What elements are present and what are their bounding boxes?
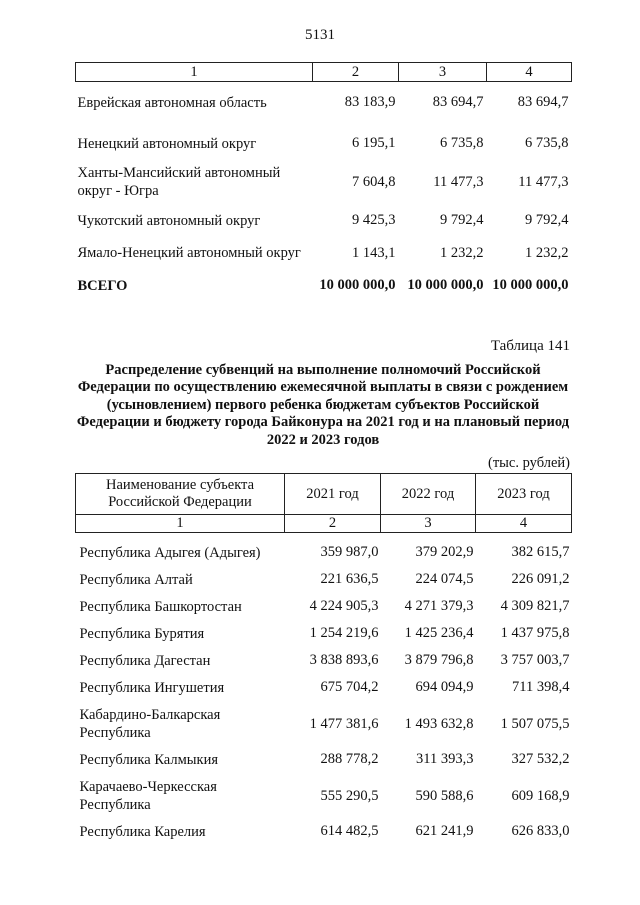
table-row xyxy=(76,566,572,593)
subject-name: Ямало-Ненецкий автономный округ xyxy=(77,245,301,261)
value-2021: 4 224 905,3 xyxy=(309,598,379,614)
table-row xyxy=(76,746,572,773)
table-row xyxy=(76,82,572,124)
table-row xyxy=(76,647,572,674)
value-2023: 626 833,0 xyxy=(511,823,570,839)
total-label: ВСЕГО xyxy=(77,277,128,294)
value-2022: 1 425 236,4 xyxy=(404,625,474,641)
table-row xyxy=(76,620,572,647)
value-2021: 1 254 219,6 xyxy=(309,625,379,641)
header-2023: 2023 год xyxy=(476,474,572,515)
table-row xyxy=(76,818,572,845)
table-row xyxy=(76,123,572,164)
total-2023: 10 000 000,0 xyxy=(492,277,569,293)
column-number: 2 xyxy=(285,515,381,533)
table-row xyxy=(76,533,572,567)
value-2023: 9 792,4 xyxy=(525,212,569,228)
value-2021: 221 636,5 xyxy=(320,571,379,587)
value-2021: 614 482,5 xyxy=(320,823,379,839)
value-2023: 11 477,3 xyxy=(518,173,569,190)
value-2023: 327 532,2 xyxy=(511,751,570,767)
subject-name: Еврейская автономная область xyxy=(77,94,267,111)
table-row xyxy=(76,164,572,200)
table-title: Распределение субвенций на выполнение полномочий Российской Федерации по осуществлению ежемесячной выплаты в связи с рождением (усыновлением) первого ребенка бюджетам субъектов Российской Федерации и бюджету города Байконура на 2021 год и на плановый период 2022 и 2023 годов xyxy=(76,362,570,448)
value-2022: 590 588,6 xyxy=(415,787,474,804)
table-row xyxy=(76,701,572,746)
value-2021: 1 143,1 xyxy=(352,244,396,261)
value-2022: 621 241,9 xyxy=(415,823,474,839)
unit-label: (тыс. рублей) xyxy=(488,455,570,471)
value-2023: 83 694,7 xyxy=(517,94,569,110)
value-2022: 311 393,3 xyxy=(416,751,474,767)
subject-name: Республика Адыгея (Адыгея) xyxy=(79,544,261,561)
distribution-table xyxy=(75,473,572,845)
continuation-table xyxy=(75,62,572,306)
subject-name: Республика Карелия xyxy=(79,823,206,840)
header-subject: Наименование субъекта Российской Федерации xyxy=(76,474,285,515)
value-2023: 4 309 821,7 xyxy=(500,598,570,614)
subject-name: Республика Бурятия xyxy=(79,625,205,642)
value-2022: 4 271 379,3 xyxy=(404,598,474,614)
value-2021: 6 195,1 xyxy=(352,135,396,151)
value-2022: 224 074,5 xyxy=(415,571,474,587)
subject-name: Республика Башкортостан xyxy=(79,598,242,615)
value-2023: 1 437 975,8 xyxy=(500,625,570,641)
column-number-row xyxy=(76,515,572,533)
subject-name: Ханты-Мансийский автономный округ - Югра xyxy=(77,165,281,199)
subject-name: Республика Алтай xyxy=(79,571,193,588)
value-2021: 83 183,9 xyxy=(344,94,396,110)
value-2023: 382 615,7 xyxy=(511,544,570,560)
value-2022: 694 094,9 xyxy=(415,679,474,695)
table-label: Таблица 141 xyxy=(490,338,570,354)
subject-name: Кабардино-Балкарская Республика xyxy=(79,706,221,741)
value-2021: 675 704,2 xyxy=(320,679,379,695)
subject-name: Республика Калмыкия xyxy=(79,751,218,768)
subject-name: Республика Ингушетия xyxy=(79,679,225,696)
header-2021: 2021 год xyxy=(285,474,381,515)
table-row xyxy=(76,773,572,818)
value-2023: 226 091,2 xyxy=(511,571,570,587)
column-number: 4 xyxy=(476,515,572,533)
value-2021: 9 425,3 xyxy=(352,212,396,228)
column-number: 3 xyxy=(399,63,487,82)
value-2023: 711 398,4 xyxy=(512,679,570,695)
value-2022: 3 879 796,8 xyxy=(404,652,474,668)
value-2023: 6 735,8 xyxy=(525,135,569,151)
value-2023: 3 757 003,7 xyxy=(500,652,570,668)
value-2021: 1 477 381,6 xyxy=(309,715,379,732)
value-2023: 1 507 075,5 xyxy=(500,715,570,732)
header-2022: 2022 год xyxy=(381,474,476,515)
value-2022: 379 202,9 xyxy=(415,544,474,560)
subject-name: Карачаево-Черкесская Республика xyxy=(79,778,217,813)
subject-name: Ненецкий автономный округ xyxy=(77,135,257,152)
subject-name: Чукотский автономный округ xyxy=(77,212,261,229)
table-row xyxy=(76,200,572,241)
value-2021: 3 838 893,6 xyxy=(309,652,379,668)
table-row xyxy=(76,674,572,701)
table-row xyxy=(76,593,572,620)
column-number: 3 xyxy=(381,515,476,533)
column-number: 4 xyxy=(487,63,572,82)
total-2022: 10 000 000,0 xyxy=(407,277,484,293)
value-2021: 288 778,2 xyxy=(320,751,379,767)
value-2022: 11 477,3 xyxy=(433,173,484,190)
value-2021: 359 987,0 xyxy=(320,544,379,560)
value-2022: 83 694,7 xyxy=(432,94,484,110)
value-2021: 555 290,5 xyxy=(320,787,379,804)
subject-name: Республика Дагестан xyxy=(79,652,211,669)
value-2023: 609 168,9 xyxy=(511,787,570,804)
value-2022: 1 493 632,8 xyxy=(404,715,474,732)
value-2021: 7 604,8 xyxy=(352,173,396,190)
column-number: 2 xyxy=(313,63,399,82)
header-row xyxy=(76,474,572,515)
table-row xyxy=(76,241,572,265)
value-2023: 1 232,2 xyxy=(525,244,569,261)
value-2022: 6 735,8 xyxy=(440,135,484,151)
value-2022: 9 792,4 xyxy=(440,212,484,228)
column-number-row xyxy=(76,63,572,82)
column-number: 1 xyxy=(76,63,313,82)
page-number: 5131 xyxy=(305,27,335,43)
total-row xyxy=(76,265,572,306)
column-number: 1 xyxy=(76,515,285,533)
value-2022: 1 232,2 xyxy=(440,244,484,261)
total-2021: 10 000 000,0 xyxy=(319,277,396,293)
